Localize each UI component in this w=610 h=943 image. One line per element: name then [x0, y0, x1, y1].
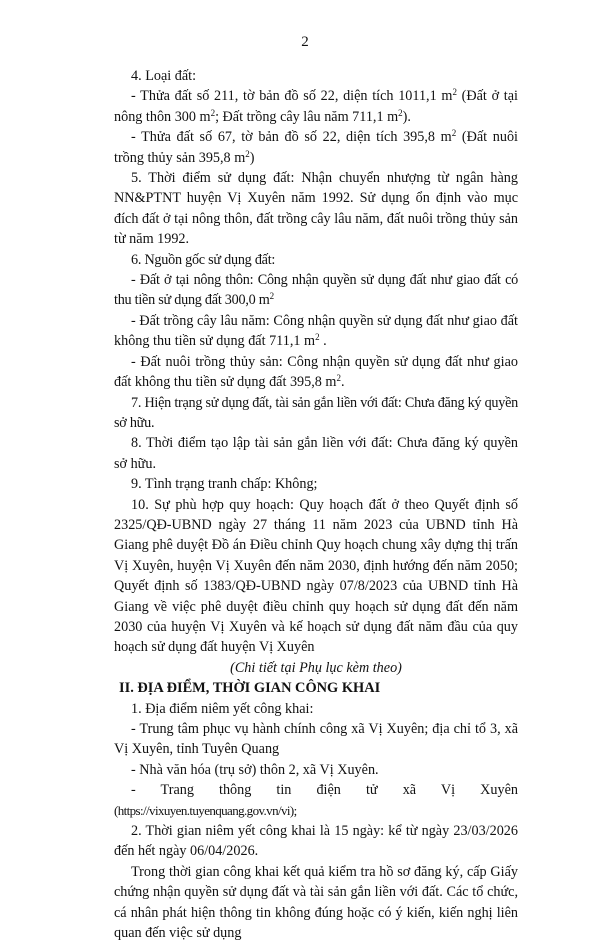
text-fragment: - Đất nuôi trồng thủy sản: Công nhận quyền sử dụng đất như giao đất không thu tiền sử dụng đất 395,8 m: [114, 353, 518, 391]
appendix-note: (Chi tiết tại Phụ lục kèm theo): [230, 659, 402, 676]
parcel-67-description: [114, 127, 518, 168]
origin-aquaculture-land: [114, 352, 518, 393]
parcel-211-description: [114, 86, 518, 127]
section-II-heading: II. ĐỊA ĐIỂM, THỜI GIAN CÔNG KHAI: [119, 680, 381, 697]
superscript: 2: [210, 107, 216, 118]
text-fragment: .: [340, 374, 345, 391]
text-fragment: ; Đất trồng cây lâu năm 711,1 m: [215, 108, 399, 125]
section-10: 10. Sự phù hợp quy hoạch: Quy hoạch đất ở theo Quyết định số 2325/QĐ-UBND ngày 27 tháng 11 năm 2023 của UBND tỉnh Hà Giang phê duyệt Đồ án Điều chỉnh Quy hoạch chung xây dựng thị trấn Vị Xuyên, huyện Vị Xuyên đến năm 2030, định hướng đến năm 2050; Quyết định số 1383/QĐ-UBND ngày 07/8/2023 của UBND tỉnh Hà Giang về việc phê duyệt điều chỉnh quy hoạch sử dụng đất đến năm 2030 của huyện Vị Xuyên và kế hoạch sử dụng đất năm đầu của quy hoạch sử dụng đất huyện Vị Xuyên: [114, 496, 518, 656]
posting-location-1: - Trung tâm phục vụ hành chính công xã Vị Xuyên; địa chỉ tổ 3, xã Vị Xuyên, tỉnh Tuyên Quang: [114, 721, 518, 758]
text-fragment: ).: [402, 108, 411, 125]
origin-rural-land: [114, 270, 518, 311]
section-5: 5. Thời điểm sử dụng đất: Nhận chuyển nhượng từ ngân hàng NN&PTNT huyện Vị Xuyên năm 1992. Sử dụng ổn định vào mục đích đất ở tại nông thôn, đất trồng cây lâu năm, đất nuôi trồng thủy sản từ năm 1992.: [114, 170, 518, 248]
text-fragment: (Đất ở tại nông thôn 300 m: [114, 88, 518, 125]
page-number: 2: [301, 34, 309, 50]
superscript: 2: [269, 291, 274, 302]
superscript: 2: [245, 148, 250, 159]
text-fragment: ): [249, 149, 255, 166]
posting-location-3: [114, 780, 518, 821]
superscript: 2: [452, 87, 457, 98]
text-fragment: - Trang thông tin điện tử xã Vị Xuyên: [131, 782, 518, 799]
closing-paragraph: Trong thời gian công khai kết quả kiểm tra hồ sơ đăng ký, cấp Giấy chứng nhận quyền sử dụng đất và tài sản gắn liền với đất. Các tổ chức, cá nhân phát hiện thông tin không đúng hoặc có ý kiến, kiến nghị liên quan đến việc sử dụng: [114, 863, 518, 942]
superscript: 2: [336, 373, 341, 384]
text-fragment: - Đất ở tại nông thôn: Công nhận quyền sử dụng đất như giao đất có thu tiền sử dụng đất 300,0 m: [114, 272, 518, 309]
origin-perennial-land: [114, 311, 518, 352]
text-fragment: - Thửa đất số 67, tờ bản đồ số 22, diện tích 395,8 m: [131, 129, 452, 146]
posting-location-title: 1. Địa điểm niêm yết công khai:: [131, 700, 314, 717]
posting-duration: 2. Thời gian niêm yết công khai là 15 ngày: kể từ ngày 23/03/2026 đến hết ngày 06/04/2026.: [114, 823, 518, 860]
text-fragment: - Thửa đất số 211, tờ bản đồ số 22, diện tích 1011,1 m: [131, 88, 453, 105]
section-9: 9. Tình trạng tranh chấp: Không;: [131, 476, 318, 493]
section-7: 7. Hiện trạng sử dụng đất, tài sản gắn liền với đất: Chưa đăng ký quyền sở hữu.: [114, 394, 518, 431]
text-fragment: (Đất nuôi trồng thủy sản 395,8 m: [114, 129, 518, 166]
section-4-title: 4. Loại đất:: [131, 68, 197, 84]
section-8: 8. Thời điểm tạo lập tài sản gắn liền với đất: Chưa đăng ký quyền sở hữu.: [114, 435, 518, 472]
superscript: 2: [451, 128, 457, 139]
superscript: 2: [398, 107, 403, 118]
posting-location-2: - Nhà văn hóa (trụ sở) thôn 2, xã Vị Xuyên.: [131, 761, 379, 778]
section-6-title: 6. Nguồn gốc sử dụng đất:: [131, 251, 276, 268]
text-fragment: - Đất trồng cây lâu năm: Công nhận quyền sử dụng đất như giao đất không thu tiền sử dụng đất 711,1 m: [114, 312, 518, 350]
document-body: [114, 66, 518, 943]
superscript: 2: [315, 332, 320, 343]
text-fragment: .: [319, 333, 327, 350]
website-link[interactable]: (https://vixuyen.tuyenquang.gov.vn/vi);: [114, 802, 297, 818]
